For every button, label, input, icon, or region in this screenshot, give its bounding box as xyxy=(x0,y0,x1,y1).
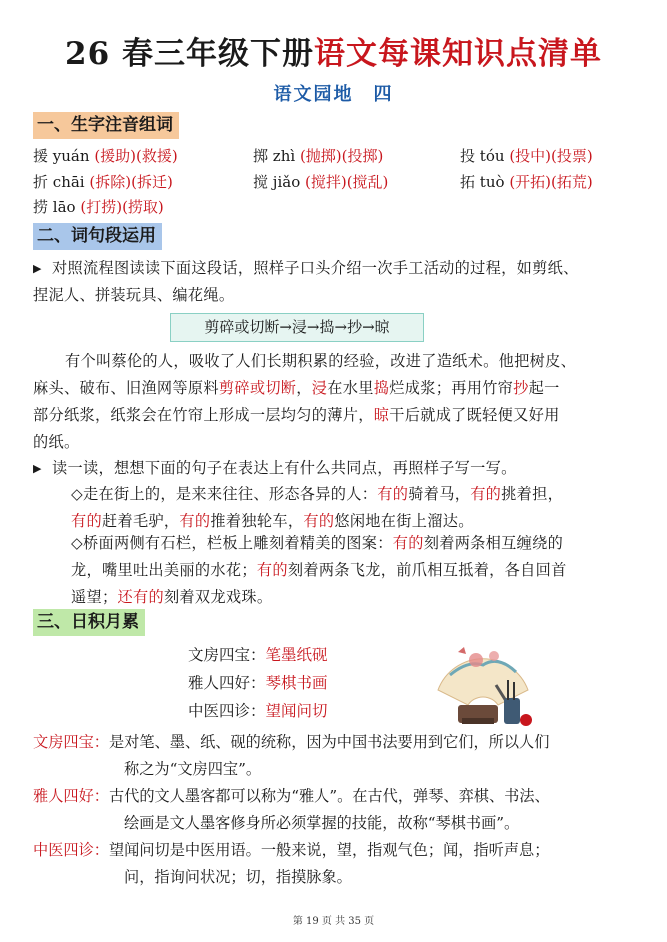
page-title xyxy=(0,28,667,73)
section3-heading: 三、日积月累 xyxy=(33,609,145,636)
idiom-item: 文房四宝：笔墨纸砚 xyxy=(188,646,328,664)
char-entry: 投 tóu (投中)(投票) xyxy=(460,147,593,165)
flow-chart-box: 剪碎或切断→浸→捣→抄→晾 xyxy=(170,313,424,342)
title-red: 语文每课知识点清单 xyxy=(313,36,602,72)
page-subtitle: 语文园地 四 xyxy=(273,84,394,105)
definition-wenfang: 文房四宝：是对笔、墨、纸、砚的统称，因为中国书法要用到它们，所以人们 称之为“文房四宝”。 xyxy=(33,733,550,778)
section2-heading: 二、词句段运用 xyxy=(33,223,162,250)
example-sentence-2: ◇桥面两侧有石栏，栏板上雕刻着精美的图案：有的刻着两条相互缠绕的 龙，嘴里吐出美丽的水花；有的刻着两条飞龙，前爪相互抵着，各自回首 遥望；还有的刻着双龙戏珠。 xyxy=(71,534,567,606)
char-entry: 捞 lāo (打捞)(捞取) xyxy=(33,198,164,216)
section1-heading: 一、生字注音组词 xyxy=(33,112,179,139)
definition-zhongyi: 中医四诊：望闻问切是中医用语。一般来说，望，指观气色；闻，指听声息； 问，指询问状况；切，指摸脉象。 xyxy=(33,841,550,886)
fan-illustration-icon xyxy=(428,630,538,730)
definition-yaren: 雅人四好：古代的文人墨客都可以称为“雅人”。在古代，弹琴、弈棋、书法、 绘画是文人墨客修身所必须掌握的技能，故称“琴棋书画”。 xyxy=(33,787,550,832)
char-entry: 搅 jiǎo (搅拌)(搅乱) xyxy=(253,173,389,191)
page-footer: 第 19 页 共 35 页 xyxy=(292,916,375,927)
idiom-item: 雅人四好：琴棋书画 xyxy=(188,674,328,692)
title-black: 26 春三年级下册 xyxy=(65,36,314,72)
example-sentence-1: ◇走在街上的，是来来往往、形态各异的人：有的骑着马，有的挑着担， 有的赶着毛驴，有的推着独轮车，有的悠闲地在街上溜达。 xyxy=(71,485,564,530)
char-entry: 拓 tuò (开拓)(拓荒) xyxy=(460,173,593,191)
task1-text-cont: 捏泥人、拼装玩具、编花绳。 xyxy=(33,286,235,304)
idiom-item: 中医四诊：望闻问切 xyxy=(188,702,328,720)
task1-text: 对照流程图读读下面这段话，照样子口头介绍一次手工活动的过程，如剪纸、 xyxy=(52,259,579,277)
char-entry: 掷 zhì (抛掷)(投掷) xyxy=(253,147,384,165)
char-entry: 折 chāi (拆除)(拆迁) xyxy=(33,173,173,191)
triangle-bullet-icon: ▶ xyxy=(33,262,42,275)
char-entry: 援 yuán (援助)(救援) xyxy=(33,147,178,165)
triangle-bullet-icon: ▶ xyxy=(33,462,42,475)
cai-lun-paragraph: 有个叫蔡伦的人，吸收了人们长期积累的经验，改进了造纸术。他把树皮、 麻头、破布、旧渔网等原料剪碎或切断，浸在水里捣烂成浆；再用竹帘抄起一 部分纸浆，纸浆会在竹帘上形成一层均匀的薄片，晾干后就成了既轻便又好用 的纸。 xyxy=(33,352,577,451)
task2-text: 读一读，想想下面的句子在表达上有什么共同点，再照样子写一写。 xyxy=(52,459,517,477)
